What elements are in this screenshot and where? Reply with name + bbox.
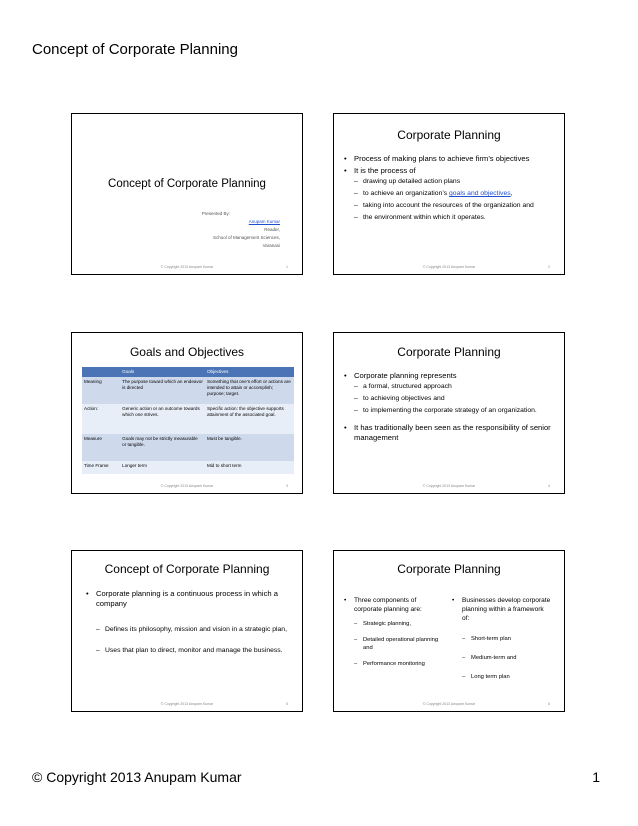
slide-2 [333, 113, 565, 275]
sub-list [462, 635, 552, 681]
slide-number: 3 [286, 484, 288, 488]
sub-bullet [354, 189, 556, 198]
sub-bullet-text: to achieve an organization’s [363, 190, 450, 197]
slide-number: 2 [548, 265, 550, 269]
sub-bullet-text: to implementing the corporate strategy of an organization. [363, 407, 537, 414]
slide-6 [333, 550, 565, 712]
page-title: Concept of Corporate Planning [32, 41, 238, 58]
sub-bullet [354, 406, 556, 415]
slide-footer: © Copyright 2013 Anupam Kumar [422, 265, 476, 269]
sub-bullet-text: , [510, 190, 513, 197]
slide-footer: © Copyright 2013 Anupam Kumar [160, 265, 214, 269]
table-cell: Something that one’s effort or actions are intended to attain or accomplish; purpose; target. [205, 377, 294, 404]
sub-list [354, 620, 444, 668]
slide-footer: © Copyright 2013 Anupam Kumar [160, 702, 214, 706]
table-cell: Longer term [120, 461, 205, 474]
bullet-list [344, 154, 556, 225]
table-cell: Mid to short term [205, 461, 294, 474]
table-header: Goals [120, 367, 205, 377]
author-link[interactable]: Anupam Kumar [248, 219, 280, 224]
sub-list [354, 382, 556, 415]
sub-bullet-text: Short-term plan [471, 636, 511, 642]
slide-title: Corporate Planning [397, 345, 501, 359]
sub-bullet [354, 382, 556, 391]
sub-bullet [462, 673, 552, 681]
table-cell: The purpose toward which an endeavor is directed [120, 377, 205, 404]
table-cell: Specific action: the objective supports attainment of the associated goal. [205, 404, 294, 434]
sub-bullet-text: the environment within which it operates. [363, 214, 486, 221]
slide-title: Goals and Objectives [129, 345, 245, 359]
slide-footer: © Copyright 2013 Anupam Kumar [422, 702, 476, 706]
slide-footer: © Copyright 2013 Anupam Kumar [160, 484, 214, 488]
sub-bullet-text: Long term plan [471, 674, 510, 680]
slide-number: 6 [548, 702, 550, 706]
sub-bullet-text: Medium-term and [471, 655, 517, 661]
right-column [452, 596, 552, 684]
table-row [82, 404, 294, 434]
table-row [82, 377, 294, 404]
table-cell: Measure [82, 434, 120, 461]
sub-bullet-text: Defines its philosophy, mission and vision in a strategic plan, [105, 626, 287, 633]
table-header-row [82, 367, 294, 377]
bullet [344, 166, 556, 222]
presented-by-label: Presented By: [201, 211, 230, 216]
sub-bullet-text: to achieving objectives and [363, 395, 445, 402]
bullet-text: It has traditionally been seen as the responsibility of senior management [354, 423, 551, 442]
table-cell: Must be tangible. [205, 434, 294, 461]
bullet-text: Corporate planning is a continuous process in which a company [96, 589, 278, 608]
sub-bullet [354, 213, 556, 222]
table-cell: Goals may not be strictly measurable or tangible. [120, 434, 205, 461]
sub-bullet-text: Uses that plan to direct, monitor and manage the business. [105, 647, 283, 654]
bullet-text: Process of making plans to achieve firm’s objectives [354, 154, 530, 163]
presenter-block [202, 210, 280, 250]
bullet [86, 589, 290, 655]
slide-title: Corporate Planning [397, 128, 501, 142]
sub-list [96, 625, 290, 655]
sub-bullet [354, 620, 444, 628]
sub-bullet-text: taking into account the resources of the organization and [363, 202, 534, 209]
slide-number: 1 [286, 265, 288, 269]
slide-footer: © Copyright 2013 Anupam Kumar [422, 484, 476, 488]
slide-number: 5 [286, 702, 288, 706]
sub-bullet [96, 625, 290, 634]
sub-bullet [354, 177, 556, 186]
sub-bullet-text: Performance monitoring [363, 661, 425, 667]
sub-bullet-text: Detailed operational planning and [363, 637, 439, 651]
bullet-list [344, 371, 556, 445]
sub-bullet [462, 635, 552, 643]
table-header: Objectives [205, 367, 294, 377]
bullet [344, 596, 444, 668]
page-number: 1 [592, 769, 600, 785]
sub-bullet-text: a formal, structured approach [363, 383, 452, 390]
bullet-text: Three components of corporate planning are: [354, 597, 422, 613]
bullet-list [86, 589, 290, 658]
bullet [344, 423, 556, 443]
table-cell: Time Frame [82, 461, 120, 474]
sub-bullet [462, 654, 552, 662]
slide-number: 4 [548, 484, 550, 488]
sub-bullet [354, 394, 556, 403]
sub-bullet-text: Strategic planning, [363, 621, 412, 627]
left-column [344, 596, 444, 671]
table-row [82, 434, 294, 461]
slide-title: Corporate Planning [397, 562, 501, 576]
bullet-text: Corporate planning represents [354, 371, 457, 380]
table-cell: Meaning [82, 377, 120, 404]
sub-bullet [354, 660, 444, 668]
sub-bullet-text: drawing up detailed action plans [363, 178, 461, 185]
bullet-list [452, 596, 552, 681]
sub-bullet [354, 201, 556, 210]
table-cell: Generic action or an outcome towards which one strives. [120, 404, 205, 434]
slide-1 [71, 113, 303, 275]
slide-title: Concept of Corporate Planning [104, 562, 270, 576]
bullet-text: It is the process of [354, 166, 416, 175]
goals-objectives-link[interactable]: goals and objectives [449, 190, 511, 197]
table-row [82, 461, 294, 474]
author-city: Varanasi [262, 243, 280, 248]
bullet-list [344, 596, 444, 668]
sub-bullet [96, 646, 290, 655]
bullet [344, 154, 556, 164]
slide-5 [71, 550, 303, 712]
slide-3 [71, 332, 303, 494]
page-copyright: © Copyright 2013 Anupam Kumar [32, 769, 242, 785]
sub-list [354, 177, 556, 222]
bullet-text: Businesses develop corporate planning within a framework of: [462, 597, 551, 622]
author-school: School of Management Sciences, [212, 235, 280, 240]
goals-objectives-table [82, 367, 294, 474]
author-role: Reader, [264, 227, 280, 232]
bullet [344, 371, 556, 415]
table-cell: Action: [82, 404, 120, 434]
slide-4 [333, 332, 565, 494]
sub-bullet [354, 636, 444, 652]
table-header [82, 367, 120, 377]
bullet [452, 596, 552, 681]
slide-title: Concept of Corporate Planning [108, 178, 266, 190]
